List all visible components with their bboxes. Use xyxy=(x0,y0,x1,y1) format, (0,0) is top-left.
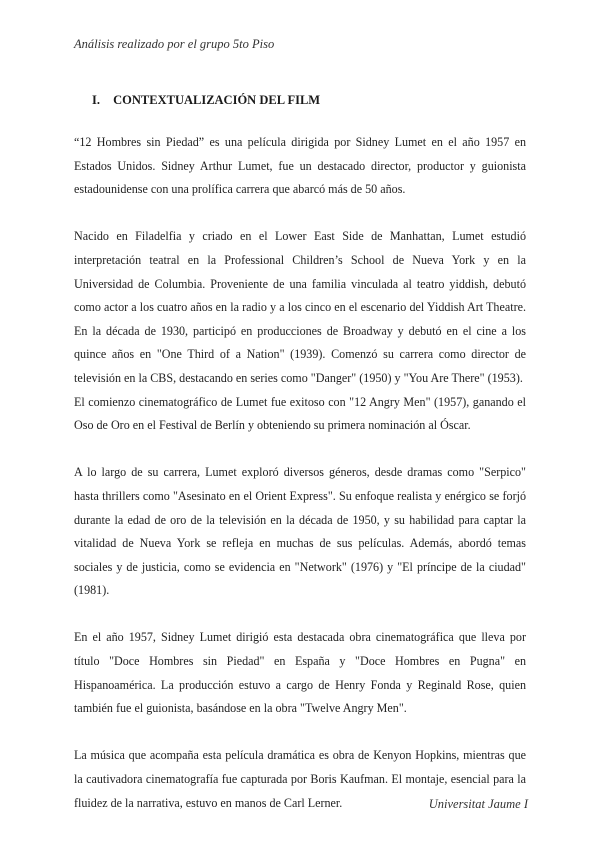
paragraph: En el año 1957, Sidney Lumet dirigió esta destacada obra cinematográfica que lleva por título "Doce Hombres sin Piedad" en España y "Doce Hombres en Pugna" en Hispanoamérica. La producción estuvo a cargo de Henry Fonda y Reginald Rose, quien también fue el guionista, basándose en la obra "Twelve Angry Men". xyxy=(74,630,526,716)
section-number: I. xyxy=(92,93,100,107)
document-body xyxy=(74,131,526,815)
page-header: Análisis realizado por el grupo 5to Piso xyxy=(74,37,275,51)
paragraph: El comienzo cinematográfico de Lumet fue exitoso con "12 Angry Men" (1957), ganando el Oso de Oro en el Festival de Berlín y obteniendo su primera nominación al Óscar. xyxy=(74,394,526,433)
paragraph: “12 Hombres sin Piedad” es una película dirigida por Sidney Lumet en el año 1957 en Estados Unidos. Sidney Arthur Lumet, fue un destacado director, productor y guionista estadounidense con una prolífica carrera que abarcó más de 50 años. xyxy=(74,135,526,197)
paragraph: La música que acompaña esta película dramática es obra de Kenyon Hopkins, mientras que la cautivadora cinematografía fue capturada por Boris Kaufman. El montaje, esencial para la fluidez de la narrativa, estuvo en manos de Carl Lerner. xyxy=(74,748,526,810)
page-footer: Universitat Jaume I xyxy=(428,797,528,811)
paragraph: Nacido en Filadelfia y criado en el Lower East Side de Manhattan, Lumet estudió interpretación teatral en la Professional Children’s School de Nueva York y en la Universidad de Columbia. Proveniente de una familia vinculada al teatro yiddish, debutó como actor a los cuatro años en la radio y a los cinco en el escenario del Yiddish Art Theatre. En la década de 1930, participó en producciones de Broadway y debutó en el cine a los quince años en "One Third of a Nation" (1939). Comenzó su carrera como director de televisión en la CBS, destacando en series como "Danger" (1950) y "You Are There" (1953). xyxy=(74,229,526,385)
section-heading xyxy=(92,93,320,108)
section-title: CONTEXTUALIZACIÓN DEL FILM xyxy=(113,93,321,107)
paragraph: A lo largo de su carrera, Lumet exploró diversos géneros, desde dramas como "Serpico" hasta thrillers como "Asesinato en el Orient Express". Su enfoque realista y enérgico se forjó durante la edad de oro de la televisión en la década de 1950, y su habilidad para captar la vitalidad de Nueva York se refleja en muchas de sus películas. Además, abordó temas sociales y de justicia, como se evidencia en "Network" (1976) y "El príncipe de la ciudad" (1981). xyxy=(74,465,526,598)
